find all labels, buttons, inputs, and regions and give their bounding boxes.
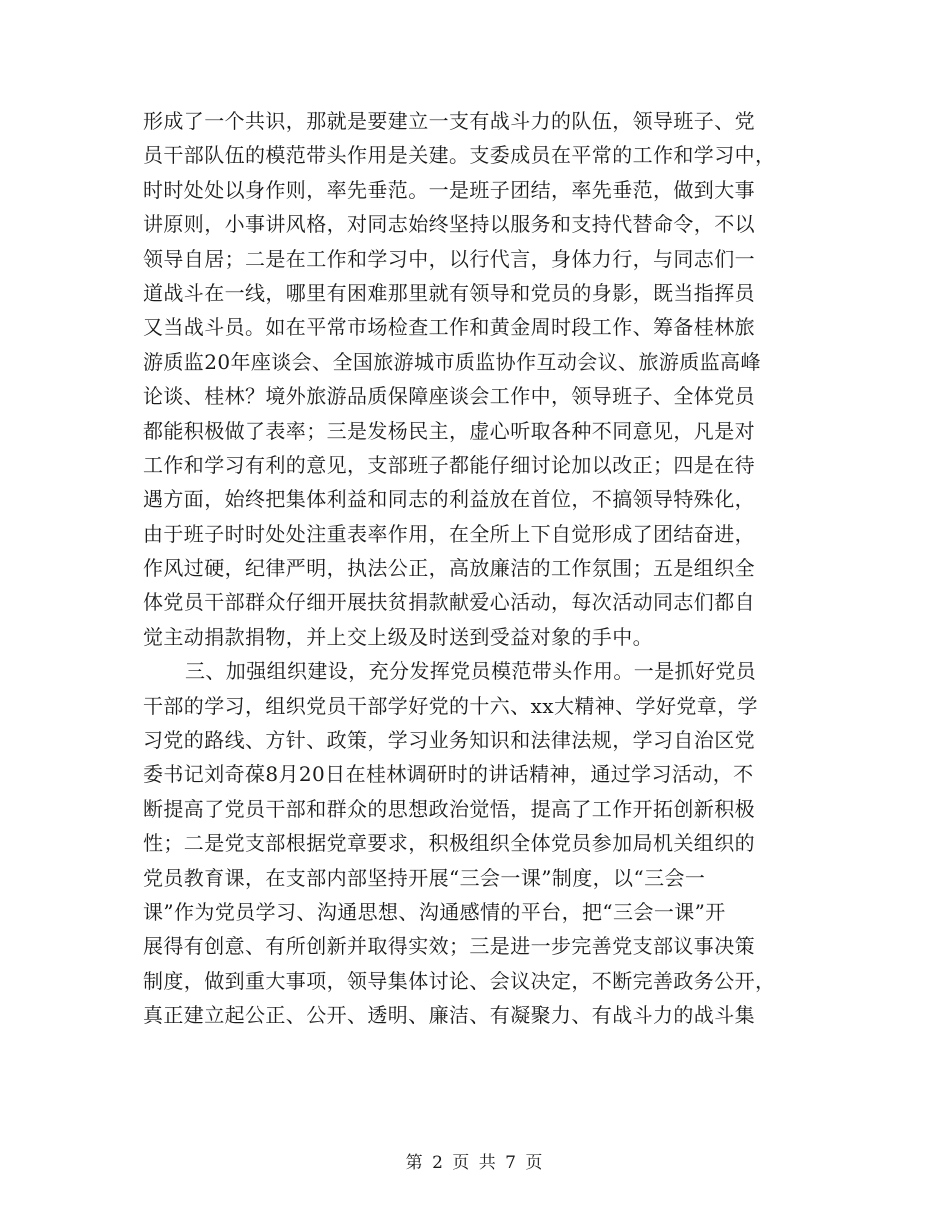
text-line: 都能积极做了表率；三是发杨民主，虚心听取各种不同意见，凡是对 [143,418,755,443]
text-line: 游质监20年座谈会、全国旅游城市质监协作互动会议、旅游质监高峰 [143,349,761,374]
text-line: 干部的学习，组织党员干部学好党的十六、xx大精神、学好党章，学 [143,693,758,718]
section-heading-line: 三、加强组织建设，充分发挥党员模范带头作用。一是抓好党员 [185,659,757,684]
text-line: 时时处处以身作则，率先垂范。一是班子团结，率先垂范，做到大事 [143,177,755,202]
text-line: 领导自居；二是在工作和学习中，以行代言，身体力行，与同志们一 [143,246,755,271]
text-line: 又当战斗员。如在平常市场检查工作和黄金周时段工作、筹备桂林旅 [143,315,755,340]
text-line: 员干部队伍的模范带头作用是关建。支委成员在平常的工作和学习中， [143,143,776,168]
text-line: 制度，做到重大事项，领导集体讨论、会议决定，不断完善政务公开， [143,968,776,993]
page-number-footer: 第 2 页 共 7 页 [405,1153,545,1173]
text-line: 委书记刘奇葆8月20日在桂林调研时的讲话精神，通过学习活动，不 [143,762,754,787]
text-line: 党员教育课，在支部内部坚持开展“三会一课”制度，以“三会一 [143,865,706,890]
text-line: 遇方面，始终把集体利益和同志的利益放在首位，不搞领导特殊化， [143,487,755,512]
text-line: 工作和学习有利的意见，支部班子都能仔细讨论加以改正；四是在待 [143,452,755,477]
text-line: 由于班子时时处处注重表率作用，在全所上下自觉形成了团结奋进， [143,521,755,546]
text-line: 真正建立起公正、公开、透明、廉洁、有凝聚力、有战斗力的战斗集 [143,1003,755,1028]
text-line: 觉主动捐款捐物，并上交上级及时送到受益对象的手中。 [143,624,653,649]
body-text [143,104,813,1033]
text-line: 断提高了党员干部和群众的思想政治觉悟，提高了工作开拓创新积极 [143,796,755,821]
text-line: 性；二是党支部根据党章要求，积极组织全体党员参加局机关组织的 [143,831,755,856]
text-line: 展得有创意、有所创新并取得实效；三是进一步完善党支部议事决策 [143,934,755,959]
text-line: 习党的路线、方针、政策，学习业务知识和法律法规，学习自治区党 [143,728,755,753]
text-line: 形成了一个共识，那就是要建立一支有战斗力的队伍，领导班子、党 [143,109,755,133]
text-line: 课”作为党员学习、沟通思想、沟通感情的平台，把“三会一课”开 [143,899,726,924]
text-line: 体党员干部群众仔细开展扶贫捐款献爱心活动，每次活动同志们都自 [143,590,755,615]
text-line: 论谈、桂林？境外旅游品质保障座谈会工作中，领导班子、全体党员 [143,384,755,409]
text-line: 道战斗在一线，哪里有困难那里就有领导和党员的身影，既当指挥员 [143,280,755,305]
text-line: 作风过硬，纪律严明，执法公正，高放廉洁的工作氛围；五是组织全 [143,556,755,581]
text-line: 讲原则，小事讲风格，对同志始终坚持以服务和支持代替命令，不以 [143,212,755,237]
